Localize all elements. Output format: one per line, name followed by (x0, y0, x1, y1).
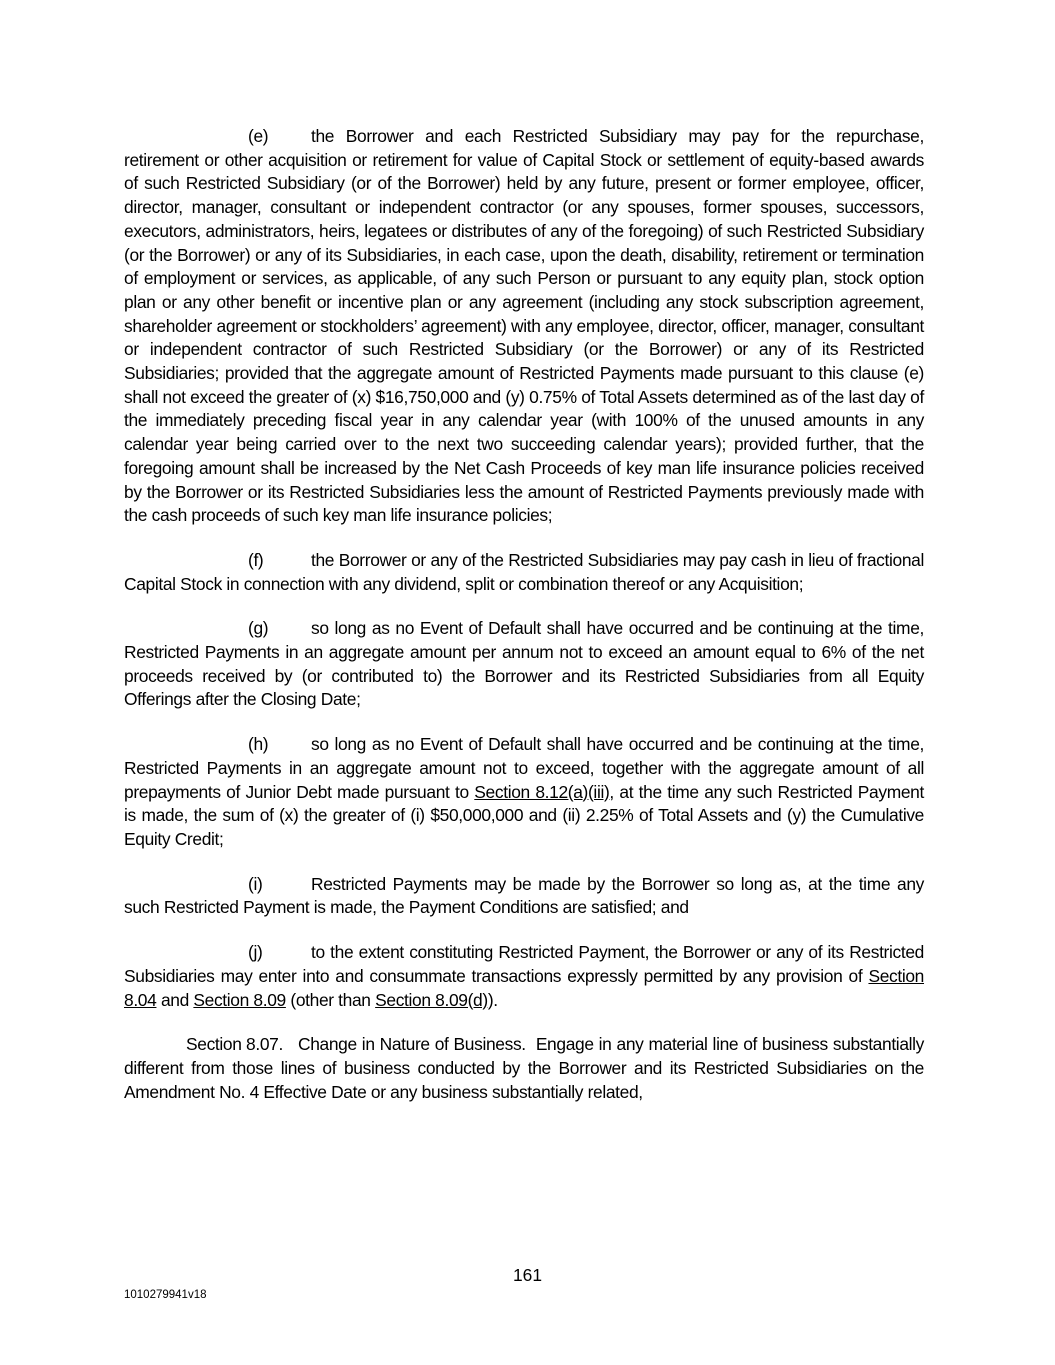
document-body (124, 125, 924, 1125)
clause-h-text-after: , at the time any such Restricted Payment is made, the sum of (x) the greater of (i) $50,000,000 and (ii) 2.25% of Total Assets and (y) the Cumulative Equity Credit; (124, 781, 924, 849)
page-number: 161 (512, 1265, 542, 1285)
clause-e-text: the Borrower and each Restricted Subsidiary may pay for the repurchase, retirement or other acquisition or retirement for value of Capital Stock or settlement of equity-based awards of such Restricted Subsidiary (or of the Borrower) held by any future, present or former employee, officer, director, manager, consultant or independent contractor (or any spouses, former spouses, successors, executors, administrators, heirs, legatees or distributes of any of the foregoing) of such Restricted Subsidiary (or the Borrower) or any of its Subsidiaries, in each case, upon the death, disability, retirement or termination of employment or services, as applicable, of any such Person or pursuant to any equity plan, stock option plan or any other benefit or incentive plan or any agreement (including any stock subscription agreement, shareholder agreement or stockholders’ agreement) with any employee, director, officer, manager, consultant or independent contractor of such Restricted Subsidiary (or the Borrower) or any of its Restricted Subsidiaries; provided that the aggregate amount of Restricted Payments made pursuant to this clause (e) shall not exceed the greater of (x) $16,750,000 and (y) 0.75% of Total Assets determined as of the last day of the immediately preceding fiscal year in any calendar year (with 100% of the unused amounts in any calendar year being carried over to the next two succeeding calendar years); provided further, that the foregoing amount shall be increased by the Net Cash Proceeds of key man life insurance policies received by the Borrower or its Restricted Subsidiaries less the amount of Restricted Payments previously made with the cash proceeds of such key man life insurance policies; (124, 126, 924, 526)
section-8-07 (124, 1033, 924, 1104)
section-ref-8-09[interactable]: Section 8.09 (193, 989, 286, 1010)
clause-h-enum: (h) (248, 734, 269, 755)
clause-g-enum: (g) (248, 618, 269, 639)
clause-f-text: the Borrower or any of the Restricted Subsidiaries may pay cash in lieu of fractional Capital Stock in connection with any dividend, split or combination thereof or any Acquisition; (124, 549, 924, 594)
clause-j (124, 941, 924, 1012)
clause-f-enum: (f) (248, 549, 264, 570)
clause-j-text-after: ). (487, 989, 498, 1010)
document-id: 1010279941v18 (124, 1289, 207, 1301)
clause-h-text-before: so long as no Event of Default shall have occurred and be continuing at the time, Restricted Payments in an aggregate amount not to exceed, together with the aggregate amount of all prepayments of Junior Debt made pursuant to (124, 734, 924, 802)
clause-j-text-mid: and (160, 989, 189, 1010)
clause-e-enum: (e) (248, 126, 269, 146)
clause-i-text: Restricted Payments may be made by the Borrower so long as, at the time any such Restricted Payment is made, the Payment Conditions are satisfied; and (124, 873, 924, 918)
clause-j-text-mid2: (other than (290, 989, 371, 1010)
clause-h (124, 733, 924, 852)
clause-i (124, 873, 924, 920)
clause-j-enum: (j) (248, 942, 263, 963)
clause-j-text-before: to the extent constituting Restricted Payment, the Borrower or any of its Restricted Subsidiaries may enter into and consummate transactions expressly permitted by any provision of (124, 942, 924, 986)
clause-i-enum: (i) (248, 873, 263, 894)
clause-g-text: so long as no Event of Default shall have occurred and be continuing at the time, Restricted Payments in an aggregate amount per annum not to exceed an amount equal to 6% of the net proceeds received by (or contributed to) the Borrower and its Restricted Subsidiaries from all Equity Offerings after the Closing Date; (124, 618, 924, 710)
section-ref-8-12-a-iii[interactable]: Section 8.12(a)(iii) (474, 781, 610, 802)
clause-e (124, 125, 924, 528)
section-ref-8-04[interactable]: Section 8.04 (124, 965, 925, 1010)
clause-g (124, 617, 924, 712)
section-number: Section 8.07. (186, 1034, 283, 1055)
section-text: Engage in any material line of business substantially different from those lines of business conducted by the Borrower and its Restricted Subsidiaries on the Amendment No. 4 Effective Date or any business substantially related, (124, 1034, 925, 1102)
clause-f (124, 549, 924, 596)
section-ref-8-09-d[interactable]: Section 8.09(d) (375, 989, 488, 1010)
section-heading: Change in Nature of Business. (297, 1034, 526, 1055)
